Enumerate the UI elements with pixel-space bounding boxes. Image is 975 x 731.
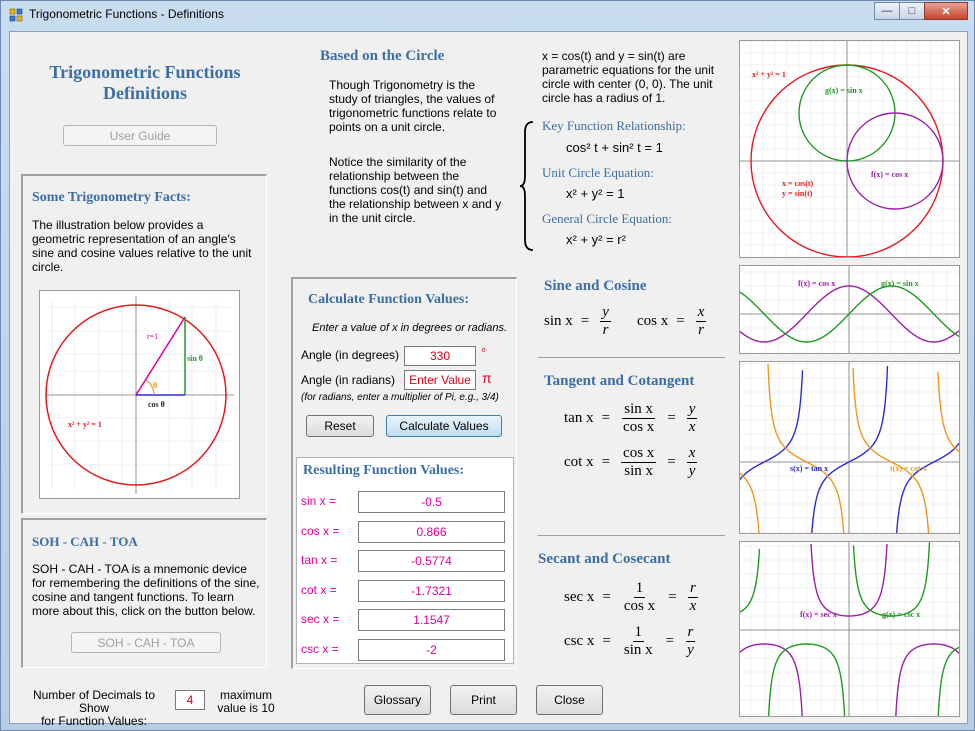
results-heading: Resulting Function Values: (303, 463, 465, 478)
seccsc-f-label: f(x) = sec x (800, 610, 837, 619)
sin-den: r (602, 322, 609, 338)
csc-den: sin x (623, 642, 653, 658)
main-title-line1: Trigonometric Functions (49, 62, 241, 82)
results-box (296, 457, 514, 664)
sine-cosine-svg (740, 266, 959, 353)
result-value: 0.866 (358, 521, 505, 543)
theta-label: θ (153, 381, 158, 390)
circles-param2-label: y = sin(t) (782, 189, 813, 198)
result-label: sin x = (301, 494, 337, 508)
app-icon (9, 8, 23, 22)
sec-num2: r (690, 580, 696, 596)
radius-line (136, 317, 185, 395)
sec-den2: x (689, 598, 697, 614)
cos-den: r (698, 322, 704, 338)
cosecant-formula (564, 624, 699, 659)
cos-theta-label: cos θ (148, 400, 165, 409)
tan-num2: y (688, 401, 696, 417)
main-title-line2: Definitions (102, 83, 187, 103)
decimals-input[interactable]: 4 (175, 690, 205, 710)
tangent-cotangent-svg (740, 362, 959, 533)
equals-sign: = (668, 588, 677, 605)
cotangent-formula (564, 445, 700, 480)
sin-lhs: sin x (544, 312, 573, 329)
tan-den2: x (688, 419, 696, 435)
circle-heading: Based on the Circle (320, 48, 445, 64)
secant-heading: Secant and Cosecant (538, 551, 671, 567)
cos-lhs: cos x (637, 312, 669, 329)
general-equation: x² + y² = r² (566, 232, 626, 247)
sincos-f-label: f(x) = cos x (798, 279, 836, 288)
seccsc-g-label: g(x) = csc x (882, 610, 921, 619)
cot-den: sin x (624, 463, 654, 479)
tangent-cotangent-graph (739, 361, 960, 534)
facts-text: The illustration below provides a geometric representation of an angle's sine and cosine values relative to the unit circle. (32, 218, 252, 274)
calculator-panel (291, 277, 517, 669)
sincos-g-label: g(x) = sin x (881, 279, 919, 288)
glossary-button[interactable]: Glossary (364, 685, 431, 715)
decimals-label (22, 689, 166, 728)
circle-para2: Notice the similarity of the relationship between the functions cos(t) and sin(t) and the relationship between x and y in the unit circle. (329, 155, 502, 225)
close-window-button[interactable]: ✕ (924, 2, 968, 20)
tan-num: sin x (624, 401, 654, 417)
calc-instruction: Enter a value of x in degrees or radians. (312, 322, 508, 334)
unit-equation: x² + y² = 1 (566, 186, 625, 201)
circles-param1-label: x = cos(t) (782, 179, 814, 188)
minimize-button[interactable]: — (874, 2, 900, 20)
sin-theta-label: sin θ (187, 354, 203, 363)
circles-svg (740, 41, 959, 257)
cot-lhs: cot x (564, 453, 594, 470)
result-value: -2 (358, 639, 505, 661)
client-area (9, 31, 968, 728)
cotangent-curve (740, 364, 959, 533)
result-value: -1.7321 (358, 580, 505, 602)
cosecant-curve (740, 542, 959, 716)
soh-cah-toa-button[interactable]: SOH - CAH - TOA (71, 632, 221, 653)
facts-panel (21, 174, 267, 514)
general-heading: General Circle Equation: (542, 211, 672, 226)
main-title (22, 62, 268, 104)
result-value: -0.5774 (358, 550, 505, 572)
csc-lhs: csc x (564, 632, 595, 649)
degrees-input[interactable]: 330 (404, 346, 476, 366)
sine-cosine-graph (739, 265, 960, 354)
circles-graph (739, 40, 960, 258)
print-button[interactable]: Print (450, 685, 517, 715)
result-label: cos x = (301, 523, 340, 538)
sec-num: 1 (635, 580, 644, 596)
circles-g-label: g(x) = sin x (825, 86, 863, 95)
divider-1 (538, 357, 725, 358)
sec-lhs: sec x (564, 588, 595, 605)
close-button[interactable]: Close (536, 685, 603, 715)
pi-symbol: π (482, 370, 492, 386)
user-guide-button[interactable]: User Guide (63, 125, 217, 146)
divider-2 (538, 535, 725, 536)
decimals-max-line2: value is 10 (217, 701, 275, 715)
decimals-max-label (214, 689, 278, 715)
reset-button[interactable]: Reset (306, 415, 374, 437)
result-label: tan x = (301, 553, 338, 568)
csc-num: 1 (634, 624, 642, 640)
equals-sign: = (602, 632, 611, 649)
soh-panel (21, 518, 267, 668)
tancot-s-label: s(x) = tan x (790, 464, 829, 473)
soh-text: SOH - CAH - TOA is a mnemonic device for remembering the definitions of the sine, cosine and tangent functions. To learn more about this, click on the button below. (32, 562, 260, 618)
radians-input[interactable]: Enter Value (404, 370, 476, 390)
equals-sign: = (667, 453, 676, 470)
tangent-formula (564, 401, 700, 436)
result-value: -0.5 (358, 491, 505, 513)
r-label: r=1 (147, 332, 159, 341)
key-heading: Key Function Relationship: (542, 118, 686, 133)
unit-circle-graph (39, 290, 240, 499)
secant-cosecant-graph (739, 541, 960, 717)
circles-f-label: f(x) = cos x (871, 170, 909, 179)
title-bar (1, 1, 974, 29)
decimals-max-line1: maximum (219, 688, 272, 702)
cot-num: cos x (623, 445, 655, 461)
equals-sign: = (602, 588, 611, 605)
equals-sign: = (667, 409, 676, 426)
calc-heading: Calculate Function Values: (308, 292, 470, 307)
unit-circle-svg (40, 291, 239, 498)
tancot-t-label: t(x) = cot x (890, 464, 927, 473)
brace-icon (519, 120, 539, 252)
parametric-text: x = cos(t) and y = sin(t) are parametric equations for the unit circle with center (0, 0). The unit circle has a radius of 1. (542, 49, 715, 105)
sine-formula (544, 304, 614, 339)
radians-note: (for radians, enter a multiplier of Pi, e.g., 3/4) (301, 392, 499, 403)
maximize-button[interactable]: □ (899, 2, 925, 20)
result-label: csc x = (301, 642, 339, 656)
sin-num: y (602, 304, 609, 320)
soh-heading: SOH - CAH - TOA (32, 534, 138, 549)
degrees-label: Angle (in degrees) (301, 348, 400, 362)
result-label: sec x = (301, 612, 340, 627)
sine-cosine-heading: Sine and Cosine (544, 278, 647, 294)
cot-den2: y (688, 463, 696, 479)
cot-num2: x (688, 445, 696, 461)
secant-cosecant-svg (740, 542, 959, 716)
tan-lhs: tan x (564, 409, 594, 426)
facts-heading: Some Trigonometry Facts: (32, 190, 191, 205)
cos-num: x (697, 304, 705, 320)
decimals-label-line2: for Function Values: (41, 714, 147, 728)
window-title: Trigonometric Functions - Definitions (29, 7, 224, 21)
secant-formula (564, 580, 701, 615)
sec-den: cos x (623, 598, 656, 614)
decimals-label-line1: Number of Decimals to Show (32, 688, 156, 715)
equals-sign: = (601, 453, 611, 470)
equals-sign: = (665, 632, 675, 649)
result-label: cot x = (301, 582, 337, 597)
calculate-values-button[interactable]: Calculate Values (386, 415, 502, 437)
radians-label: Angle (in radians) (301, 373, 396, 387)
circle-para1: Though Trigonometry is the study of triangles, the values of trigonometric functions relate to points on a unit circle. (329, 78, 497, 134)
cosine-formula (637, 304, 709, 339)
tan-den: cos x (623, 419, 655, 435)
unit-heading: Unit Circle Equation: (542, 165, 654, 180)
equals-sign: = (580, 312, 590, 329)
result-value: 1.1547 (358, 609, 505, 631)
key-equation: cos² t + sin² t = 1 (566, 140, 663, 155)
circle-eq-label: x² + y² = 1 (68, 420, 102, 429)
equals-sign: = (676, 312, 685, 329)
tangent-heading: Tangent and Cotangent (544, 373, 695, 389)
csc-num2: r (687, 624, 694, 640)
degree-symbol: ° (481, 345, 487, 360)
circles-eq-label: x² + y² = 1 (752, 70, 786, 79)
equals-sign: = (601, 409, 611, 426)
csc-den2: y (687, 642, 694, 658)
